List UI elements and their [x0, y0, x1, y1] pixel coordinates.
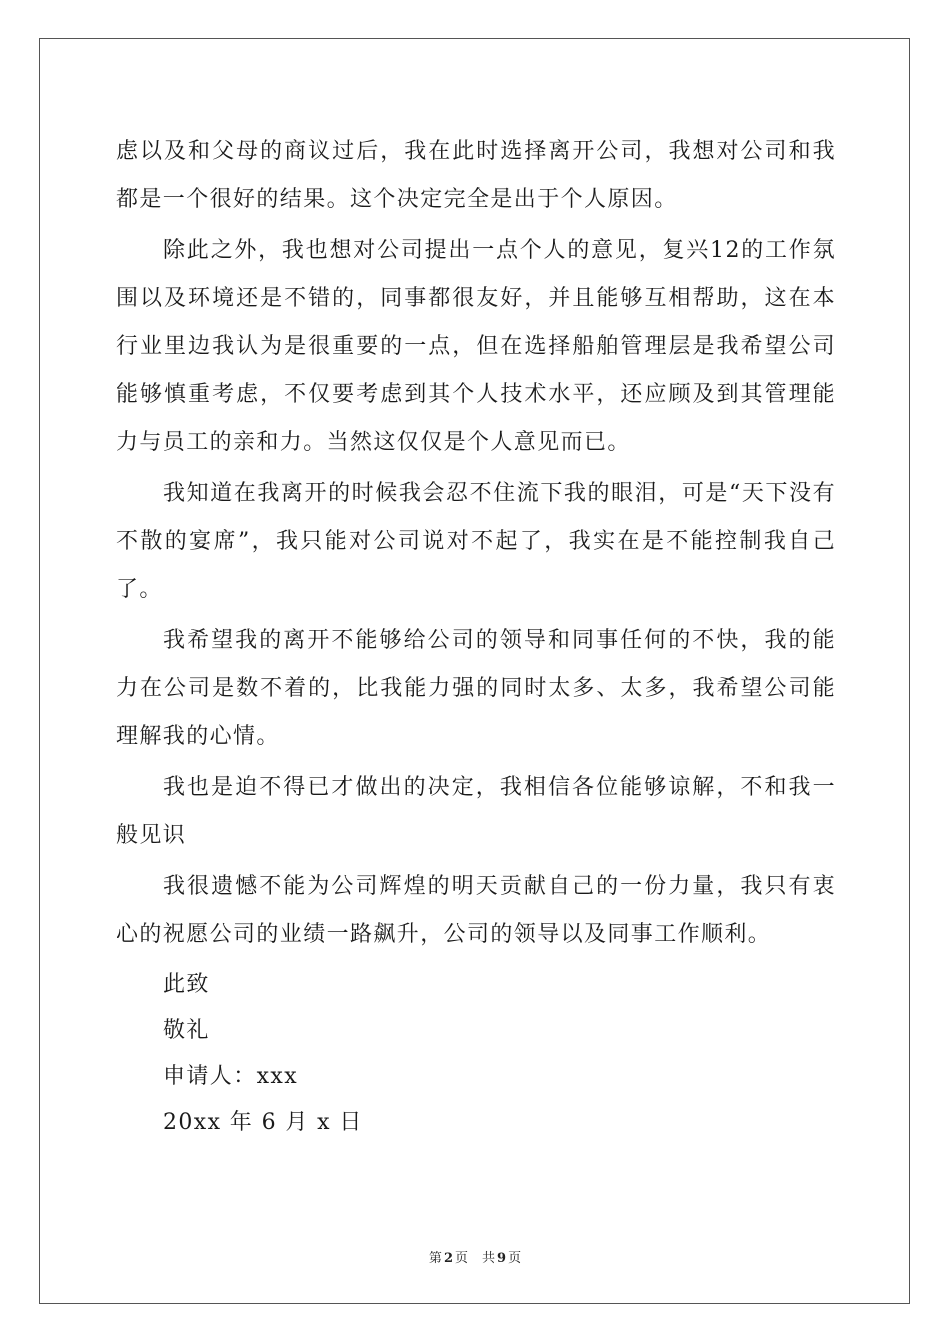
closing-regards: 敬礼: [163, 1018, 210, 1043]
paragraph-wishes: 我很遗憾不能为公司辉煌的明天贡献自己的一份力量，我只有衷心的祝愿公司的业绩一路飙升，公司的领导以及同事工作顺利。: [116, 874, 836, 947]
footer-page-suffix: 页: [454, 1251, 468, 1266]
closing-block: [116, 962, 836, 1146]
footer-total-prefix: 共: [482, 1251, 496, 1266]
paragraph-farewell: 我知道在我离开的时候我会忍不住流下我的眼泪，可是“天下没有不散的宴席”，我只能对公司说对不起了，我实在是不能控制我自己了。: [116, 481, 836, 602]
paragraph-hope: 我希望我的离开不能够给公司的领导和同事任何的不快，我的能力在公司是数不着的，比我能力强的同时太多、太多，我希望公司能理解我的心情。: [116, 628, 836, 749]
current-page-number: 2: [443, 1251, 453, 1266]
paragraph-continuation: 虑以及和父母的商议过后，我在此时选择离开公司，我想对公司和我都是一个很好的结果。这个决定完全是出于个人原因。: [116, 139, 836, 212]
total-page-number: 9: [497, 1251, 507, 1266]
paragraph-opinion: 除此之外，我也想对公司提出一点个人的意见，复兴12的工作氛围以及环境还是不错的，同事都很友好，并且能够互相帮助，这在本行业里边我认为是很重要的一点，但在选择船舶管理层是我希望公司能够慎重考虑，不仅要考虑到其个人技术水平，还应顾及到其管理能力与员工的亲和力。当然这仅仅是个人意见而已。: [116, 238, 836, 455]
paragraph-decision: 我也是迫不得已才做出的决定，我相信各位能够谅解，不和我一般见识: [116, 775, 836, 848]
closing-salutation: 此致: [163, 972, 210, 997]
letter-date: 20xx 年 6 月 x 日: [163, 1110, 363, 1135]
page-footer: [0, 1247, 950, 1266]
applicant-signature: 申请人：xxx: [163, 1064, 299, 1089]
footer-prefix: 第: [428, 1251, 442, 1266]
footer-total-suffix: 页: [508, 1251, 522, 1266]
document-body: [116, 128, 836, 1146]
